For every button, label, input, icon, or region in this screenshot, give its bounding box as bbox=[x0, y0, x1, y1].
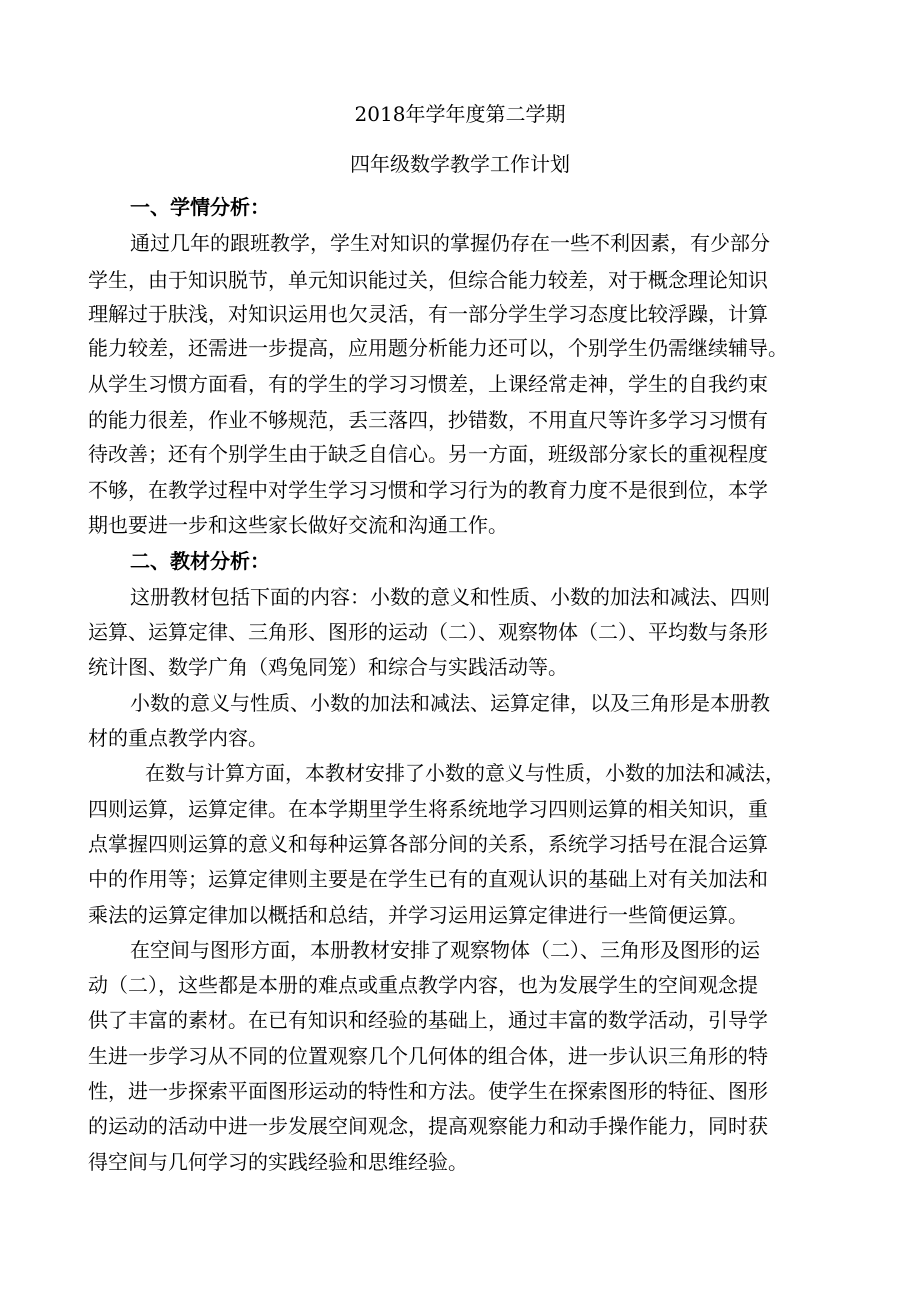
paragraph-line: 不够，在教学过程中对学生学习习惯和学习行为的教育力度不是很到位，本学 bbox=[88, 478, 768, 502]
paragraph-line: 材的重点教学内容。 bbox=[88, 726, 268, 750]
paragraph-line: 在数与计算方面，本教材安排了小数的意义与性质，小数的加法和减法， bbox=[145, 761, 785, 785]
section-heading-student-analysis: 一、学情分析： bbox=[130, 195, 270, 219]
paragraph-line: 四则运算，运算定律。在本学期里学生将系统地学习四则运算的相关知识，重 bbox=[88, 797, 768, 821]
paragraph-line: 点掌握四则运算的意义和每种运算各部分间的关系，系统学习括号在混合运算 bbox=[88, 832, 768, 856]
section-heading-textbook-analysis: 二、教材分析： bbox=[130, 549, 270, 573]
paragraph-line: 性，进一步探索平面图形运动的特性和方法。使学生在探索图形的特征、图形 bbox=[88, 1079, 768, 1103]
paragraph-line: 的能力很差，作业不够规范，丢三落四，抄错数，不用直尺等许多学习习惯有 bbox=[88, 408, 768, 432]
document-title-term: 2018年学年度第二学期 bbox=[354, 102, 566, 126]
paragraph-line: 这册教材包括下面的内容：小数的意义和性质、小数的加法和减法、四则 bbox=[130, 585, 770, 609]
document-title-plan: 四年级数学教学工作计划 bbox=[350, 152, 570, 176]
paragraph-line: 乘法的运算定律加以概括和总结，并学习运用运算定律进行一些简便运算。 bbox=[88, 903, 748, 927]
paragraph-line: 的运动的活动中进一步发展空间观念，提高观察能力和动手操作能力，同时获 bbox=[88, 1114, 768, 1138]
paragraph-line: 待改善；还有个别学生由于缺乏自信心。另一方面，班级部分家长的重视程度 bbox=[88, 442, 768, 466]
paragraph-line: 小数的意义与性质、小数的加法和减法、运算定律，以及三角形是本册教 bbox=[130, 691, 770, 715]
paragraph-line: 通过几年的跟班教学，学生对知识的掌握仍存在一些不利因素，有少部分 bbox=[130, 231, 770, 255]
paragraph-line: 动（二），这些都是本册的难点或重点教学内容，也为发展学生的空间观念提 bbox=[88, 973, 758, 997]
paragraph-line: 能力较差，还需进一步提高，应用题分析能力还可以，个别学生仍需继续辅导。 bbox=[88, 336, 788, 360]
paragraph-line: 学生，由于知识脱节，单元知识能过关，但综合能力较差，对于概念理论知识 bbox=[88, 268, 768, 292]
paragraph-line: 中的作用等；运算定律则主要是在学生已有的直观认识的基础上对有关加法和 bbox=[88, 867, 768, 891]
paragraph-line: 运算、运算定律、三角形、图形的运动（二）、观察物体（二）、平均数与条形 bbox=[88, 620, 768, 644]
paragraph-line: 在空间与图形方面，本册教材安排了观察物体（二）、三角形及图形的运 bbox=[130, 938, 760, 962]
paragraph-line: 生进一步学习从不同的位置观察几个几何体的组合体，进一步认识三角形的特 bbox=[88, 1044, 768, 1068]
paragraph-line: 期也要进一步和这些家长做好交流和沟通工作。 bbox=[88, 513, 508, 537]
paragraph-line: 得空间与几何学习的实践经验和思维经验。 bbox=[88, 1150, 468, 1174]
paragraph-line: 供了丰富的素材。在已有知识和经验的基础上，通过丰富的数学活动，引导学 bbox=[88, 1008, 768, 1032]
paragraph-line: 统计图、数学广角（鸡兔同笼）和综合与实践活动等。 bbox=[88, 655, 568, 679]
paragraph-line: 理解过于肤浅，对知识运用也欠灵活，有一部分学生学习态度比较浮躁，计算 bbox=[88, 302, 768, 326]
paragraph-line: 从学生习惯方面看，有的学生的学习习惯差，上课经常走神，学生的自我约束 bbox=[88, 372, 768, 396]
